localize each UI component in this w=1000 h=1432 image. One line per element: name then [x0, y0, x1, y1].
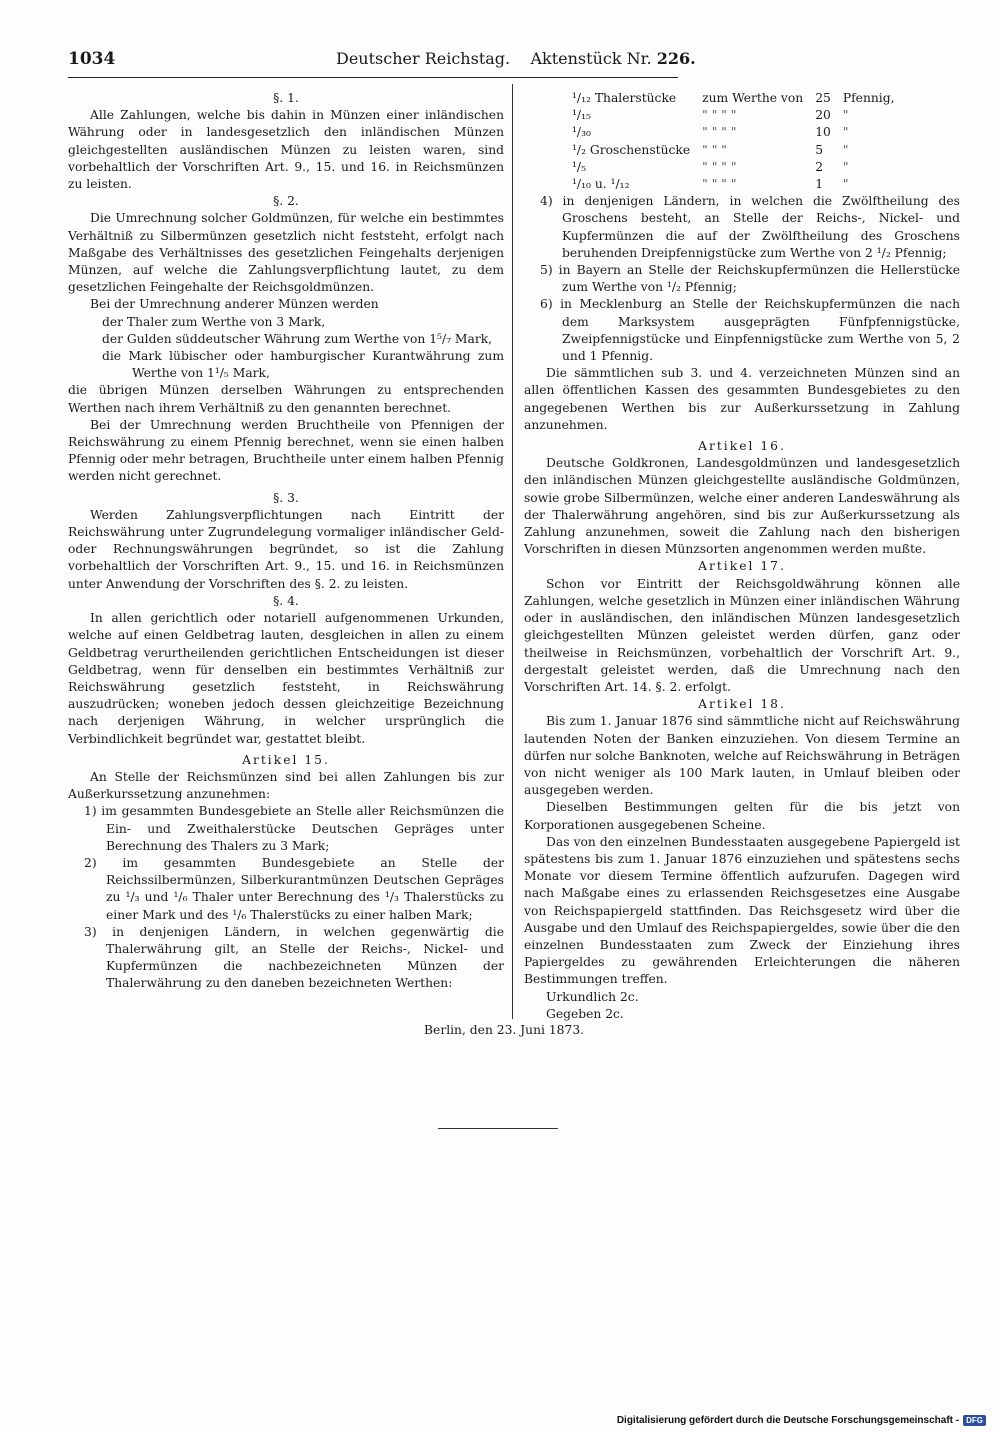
- closing-line: Urkundlich 2c.: [546, 989, 639, 1004]
- list-item: der Gulden süddeutscher Währung zum Werthe von 1⁵/₇ Mark,: [102, 331, 493, 346]
- paragraph: In allen gerichtlich oder notariell aufgenommenen Urkunden, welche auf einen Geldbetrag lauten, desgleichen in allen zu einem Geldbetrag verurtheilenden gerichtlichen Entscheidungen ist dieser Geldbetrag, wenn für denselben ein bestimmtes Verhältniß zur Reichswährung gesetzlich feststeht, in Reichswährung auszudrücken; woneben jedoch dessen gleichzeitige Bezeichnung nach derjenigen Währung, in welcher ursprünglich die Verbindlichkeit begründet war, gestattet bleibt.: [68, 611, 504, 746]
- list-item: 3) in denjenigen Ländern, in welchen gegenwärtig die Thalerwährung gilt, an Stelle der Reichs-, Nickel- und Kupfermünzen die nachbezeichneten Münzen der Thalerwährung zu den daneben bezeichneten Werthen:: [84, 924, 504, 991]
- value: 1: [815, 177, 824, 192]
- value-prefix: " " " ": [702, 125, 737, 140]
- value: 2: [815, 159, 824, 174]
- article-heading: Artikel 16.: [698, 439, 786, 454]
- list-item: die Mark lübischer oder hamburgischer Kurantwährung zum Werthe von 1¹/₅ Mark,: [102, 349, 504, 381]
- paragraph: Deutsche Goldkronen, Landesgoldmünzen und landesgesetzlich den inländischen Münzen gleichgestellte ausländische Goldmünzen, sowie grobe Silbermünzen, welche einer anderen Landeswährung als der Thalerwährung angehören, sind bis zur Außerkurssetzung als Zahlung anzunehmen, soweit die Zahlung nach den bisherigen Vorschriften in diesen Münzsorten angenommen werden mußte.: [524, 456, 960, 557]
- list-item: 6) in Mecklenburg an Stelle der Reichskupfermünzen die nach dem Marksystem ausgeprägten Fünfpfennigstücke, Zweipfennigstücke und Einpfennigstücke zum Werthe von 5, 2 und 1 Pfennig.: [540, 297, 960, 364]
- unit: ": [842, 108, 849, 123]
- coin-name: ¹/₁₅: [572, 108, 591, 123]
- paragraph: Alle Zahlungen, welche bis dahin in Münzen einer inländischen Währung oder in landesgesetzlich den inländischen Münzen gleichgestellten ausländischen Münzen zu leisten waren, sind vorbehaltlich der Vorschriften Art. 9., 15. und 16. in Reichsmünzen zu leisten.: [68, 108, 504, 192]
- value-prefix: " " " ": [702, 177, 737, 192]
- coin-name: ¹/₁₀ u. ¹/₁₂: [572, 177, 630, 192]
- list-item: 4) in denjenigen Ländern, in welchen die Zwölftheilung des Groschens besteht, an Stelle der Reichs-, Nickel- und Kupfermünzen die auf der Zwölftheilung des Groschens beruhenden Dreipfennigstücke zum Werthe von 2 ¹/₂ Pfennig;: [540, 194, 960, 260]
- table-row: [566, 107, 901, 124]
- article-heading: Artikel 15.: [242, 752, 330, 767]
- paragraph: Das von den einzelnen Bundesstaaten ausgegebene Papiergeld ist spätestens bis zum 1. Januar 1876 einzuziehen und spätestens sechs Monate vor diesem Termine öffentlich aufzurufen. Dagegen wird nach Maßgabe eines zu erlassenden Reichsgesetzes eine Ausgabe von Reichspapiergeld stattfinden. Das Reichsgesetz wird über die Ausgabe und den Umlauf des Reichspapiergeldes, sowie über die den einzelnen Bundesstaaten zum Zweck der Einziehung ihres Papiergeldes zu gewährenden Erleichterungen die näheren Bestimmungen treffen.: [524, 834, 960, 987]
- section-heading: §. 1.: [273, 91, 299, 105]
- value-prefix: " " " ": [702, 108, 737, 123]
- value: 25: [815, 91, 831, 105]
- section-heading: §. 4.: [273, 593, 299, 608]
- dateline: Berlin, den 23. Juni 1873.: [424, 1023, 585, 1037]
- list-item: der Thaler zum Werthe von 3 Mark,: [102, 314, 326, 329]
- table-row: [566, 159, 901, 176]
- coin-name: ¹/₅: [572, 159, 587, 174]
- footer-text: Digitalisierung gefördert durch die Deutsche Forschungsgemeinschaft -: [616, 1415, 960, 1426]
- unit: ": [842, 159, 849, 174]
- left-column: [68, 90, 504, 993]
- paragraph: An Stelle der Reichsmünzen sind bei allen Zahlungen bis zur Außerkurssetzung anzunehmen:: [68, 769, 504, 802]
- header-rule: [68, 77, 678, 78]
- coin-name: ¹/₃₀: [572, 125, 591, 140]
- paragraph: Bis zum 1. Januar 1876 sind sämmtliche nicht auf Reichswährung lautenden Noten der Banken einzuziehen. Von diesem Termine an dürfen nur solche Banknoten, welche auf Reichswährung in Beträgen von nicht weniger als 100 Mark lauten, in Umlauf bleiben oder ausgegeben werden.: [524, 714, 960, 798]
- list-item: 1) im gesammten Bundesgebiete an Stelle aller Reichsmünzen die Ein- und Zweithalerstücke Deutschen Gepräges unter Berechnung des Thalers zu 3 Mark;: [84, 804, 504, 853]
- footer: [617, 1415, 986, 1426]
- paragraph: die übrigen Münzen derselben Währungen zu entsprechenden Werthen nach ihrem Verhältniß zu den genannten berechnet.: [68, 383, 504, 415]
- paragraph: Bei der Umrechnung anderer Münzen werden: [90, 297, 379, 312]
- unit: ": [842, 177, 849, 192]
- closing-line: Gegeben 2c.: [546, 1006, 624, 1021]
- article-heading: Artikel 17.: [698, 559, 786, 574]
- value: 20: [815, 108, 831, 123]
- section-heading: §. 3.: [273, 490, 299, 505]
- running-title-text: Deutscher Reichstag.: [336, 49, 511, 68]
- article-list: [524, 193, 960, 365]
- table-row: [566, 124, 901, 141]
- running-doc-text: Aktenstück Nr.: [530, 49, 652, 68]
- coin-name: ¹/₂ Groschenstücke: [572, 142, 691, 157]
- table-row: [566, 142, 901, 159]
- running-doc-number: 226.: [656, 49, 696, 68]
- page-header: [68, 47, 696, 75]
- unit: Pfennig,: [842, 91, 895, 105]
- unit: ": [842, 142, 849, 157]
- unit: ": [842, 125, 849, 140]
- running-title: [336, 49, 696, 68]
- article-list: [68, 803, 504, 992]
- paragraph: Die sämmtlichen sub 3. und 4. verzeichneten Münzen sind an allen öffentlichen Kassen des gesammten Bundesgebietes zu den angegebenen Werthen bis zur Außerkurssetzung in Zahlung anzunehmen.: [524, 366, 960, 432]
- value: 10: [815, 125, 831, 140]
- coin-name: ¹/₁₂ Thalerstücke: [572, 91, 677, 105]
- paragraph: Die Umrechnung solcher Goldmünzen, für welche ein bestimmtes Verhältniß zu Silbermünzen gesetzlich nicht feststeht, erfolgt nach Maßgabe des Verhältnisses des gesetzlichen Feingehalts derjenigen Münzen, auf welche die Zahlungsverpflichtung lautet, zu dem gesetzlichen Feingehalte der Reichsgoldmünzen.: [68, 211, 504, 295]
- paragraph: Dieselben Bestimmungen gelten für die bis jetzt von Korporationen ausgegebenen Scheine.: [524, 800, 960, 832]
- section-heading: §. 2.: [273, 194, 299, 209]
- value-prefix: " " ": [702, 142, 727, 157]
- right-column: [524, 90, 960, 1023]
- value-prefix: zum Werthe von: [702, 91, 804, 105]
- dfg-logo: DFG: [963, 1415, 986, 1426]
- coin-value-table: [566, 90, 901, 193]
- value: 5: [815, 142, 824, 157]
- paragraph: Werden Zahlungsverpflichtungen nach Eintritt der Reichswährung unter Zugrundelegung vormaliger inländischer Geld- oder Rechnungswährungen begründet, so ist die Zahlung vorbehaltlich der Vorschriften Art. 9., 15. und 16. in Reichsmünzen unter Anwendung der Vorschriften des §. 2. zu leisten.: [68, 507, 504, 591]
- table-row: [566, 176, 901, 193]
- paragraph: Bei der Umrechnung werden Bruchtheile von Pfennigen der Reichswährung zu einem Pfennig berechnet, wenn sie einen halben Pfennig oder mehr betragen, Bruchtheile unter einem halben Pfennig werden nicht gerechnet.: [68, 417, 504, 484]
- table-row: [566, 90, 901, 107]
- end-rule: [438, 1128, 558, 1129]
- page-number: 1034: [68, 49, 116, 69]
- article-heading: Artikel 18.: [698, 697, 786, 712]
- list-item: 5) in Bayern an Stelle der Reichskupfermünzen die Hellerstücke zum Werthe von ¹/₂ Pfennig;: [540, 263, 960, 295]
- column-divider: [512, 84, 513, 1019]
- value-prefix: " " " ": [702, 159, 737, 174]
- paragraph: Schon vor Eintritt der Reichsgoldwährung können alle Zahlungen, welche gesetzlich in Münzen einer inländischen Währung oder in ausländischen, den inländischen Münzen landesgesetzlich gleichgestellten Münzen geleistet werden dürfen, ganz oder theilweise in Reichsmünzen, vorbehaltlich der Vorschrift Art. 9., dergestalt geleistet werden, daß die Umrechnung nach den Vorschriften Art. 14. §. 2. erfolgt.: [524, 576, 960, 694]
- list-item: 2) im gesammten Bundesgebiete an Stelle der Reichssilbermünzen, Silberkurantmünzen Deutschen Gepräges zu ¹/₃ und ¹/₆ Thaler unter Berechnung des ¹/₃ Thalerstücks zu einer Mark und des ¹/₆ Thalerstücks zu einer halben Mark;: [84, 855, 504, 922]
